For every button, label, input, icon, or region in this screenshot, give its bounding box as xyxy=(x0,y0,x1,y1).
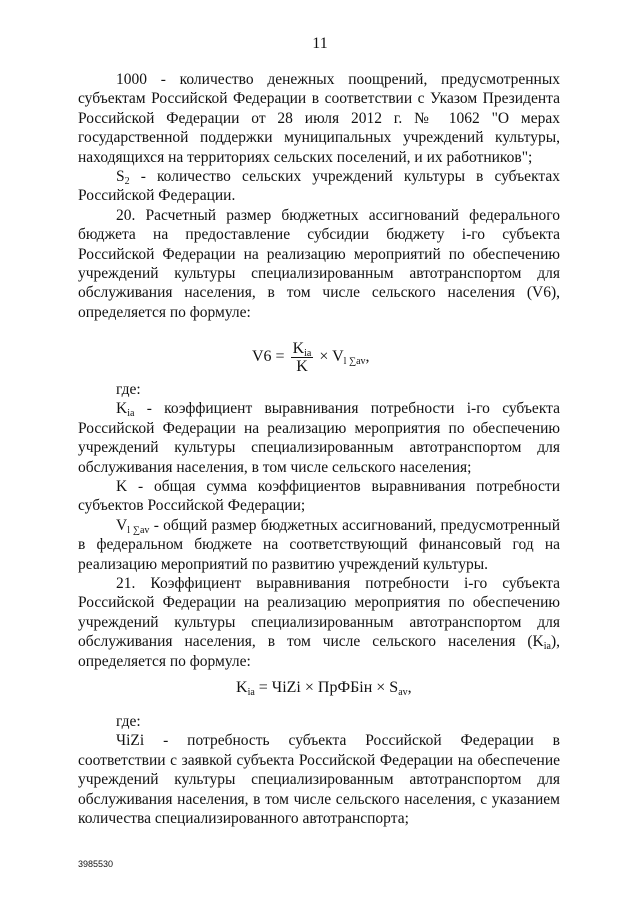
text-block-2 xyxy=(78,380,560,671)
section-21-tail: ), определяется по формуле: xyxy=(78,633,560,670)
paragraph-award-count: 1000 - количество денежных поощрений, предусмотренных субъектам Российской Федерации в соответствии с Указом Президента Российской Федерации от 28 июля 2012 г. № 1062 "О мерах государственной поддержки муниципальных учреждений культуры, находящихся на территориях сельских поселений, и их работников"; xyxy=(78,71,560,166)
definition-v-total xyxy=(78,516,560,574)
formula-kia-k-subscript: ia xyxy=(247,687,255,698)
numerator-subscript: ia xyxy=(304,348,312,359)
formula-v6-v: V xyxy=(332,348,344,366)
paragraph-section-21 xyxy=(78,574,560,671)
page-number: 11 xyxy=(312,35,328,52)
fraction-numerator xyxy=(291,340,314,358)
formula-v6-v-subscript: l ∑av xyxy=(343,356,366,368)
kia-subscript: ia xyxy=(127,408,135,420)
v-total-text: - общий размер бюджетных ассигнований, предусмотренный в федеральном бюджете на соответствующий финансовый год на реализацию мероприятий по развитию учреждений культуры. xyxy=(78,516,560,573)
formula-v6-times: × xyxy=(319,348,329,366)
formula-kia-k: K xyxy=(236,679,248,696)
text-block-3 xyxy=(78,712,560,828)
paragraph-s2-definition xyxy=(78,167,560,206)
formula-kia-rhs: = ЧiZi × ПрФБiн × S xyxy=(254,679,399,696)
formula-kia-s-subscript: av xyxy=(398,687,408,698)
numerator-symbol: K xyxy=(292,340,305,357)
footer-document-code: 3985530 xyxy=(78,859,114,869)
section-21-subscript: ia xyxy=(543,641,551,653)
where-label-2: где: xyxy=(116,713,141,730)
definition-chizi: ЧiZi - потребность субъекта Российской Федерации в соответствии с заявкой субъекта Российской Федерации на обеспечение учреждений культуры специализированным автотранспортом для обслуживания населения, в том числе сельского населения, с указанием количества специализированного автотранспорта; xyxy=(78,732,560,828)
formula-v6-lhs: V6 = xyxy=(252,348,285,366)
section-21-text: 21. Коэффициент выравнивания потребности i-го субъекта Российской Федерации на реализацию мероприятия по обеспечению учреждений культуры специализированным автотранспортом для обслуживания населения, в том числе сельского населения (K xyxy=(78,575,560,651)
s2-text: - количество сельских учреждений культуры в субъектах Российской Федерации. xyxy=(78,168,560,205)
definition-kia xyxy=(78,399,560,477)
formula-kia-end: , xyxy=(407,679,412,696)
s2-subscript: 2 xyxy=(124,176,130,188)
kia-symbol: K xyxy=(116,400,128,418)
where-label-1: где: xyxy=(116,381,141,398)
v-total-symbol: V xyxy=(116,516,128,534)
formula-v6-fraction xyxy=(291,340,314,375)
definition-k: K - общая сумма коэффициентов выравнивания потребности субъектов Российской Федерации; xyxy=(78,478,560,515)
formula-v6-end: , xyxy=(365,348,370,366)
fraction-denominator: K xyxy=(296,358,308,375)
paragraph-section-20: 20. Расчетный размер бюджетных ассигнований федерального бюджета на предоставление субсидии бюджету i-го субъекта Российской Федерации на реализацию мероприятий по обеспечению учреждений культуры специализированным автотранспортом для обслуживания населения, в том числе сельского населения (V6), определяется по формуле: xyxy=(78,206,560,321)
formula-kia xyxy=(236,678,412,697)
s2-symbol: S xyxy=(116,168,125,186)
kia-text: - коэффициент выравнивания потребности i-го субъекта Российской Федерации на реализацию мероприятия по обеспечению учреждений культуры специализированным автотранспортом для обслуживания населения, в том числе сельского населения; xyxy=(78,400,560,476)
formula-v6 xyxy=(252,340,370,375)
text-block-1 xyxy=(78,70,560,322)
v-total-subscript: l ∑av xyxy=(127,524,150,536)
